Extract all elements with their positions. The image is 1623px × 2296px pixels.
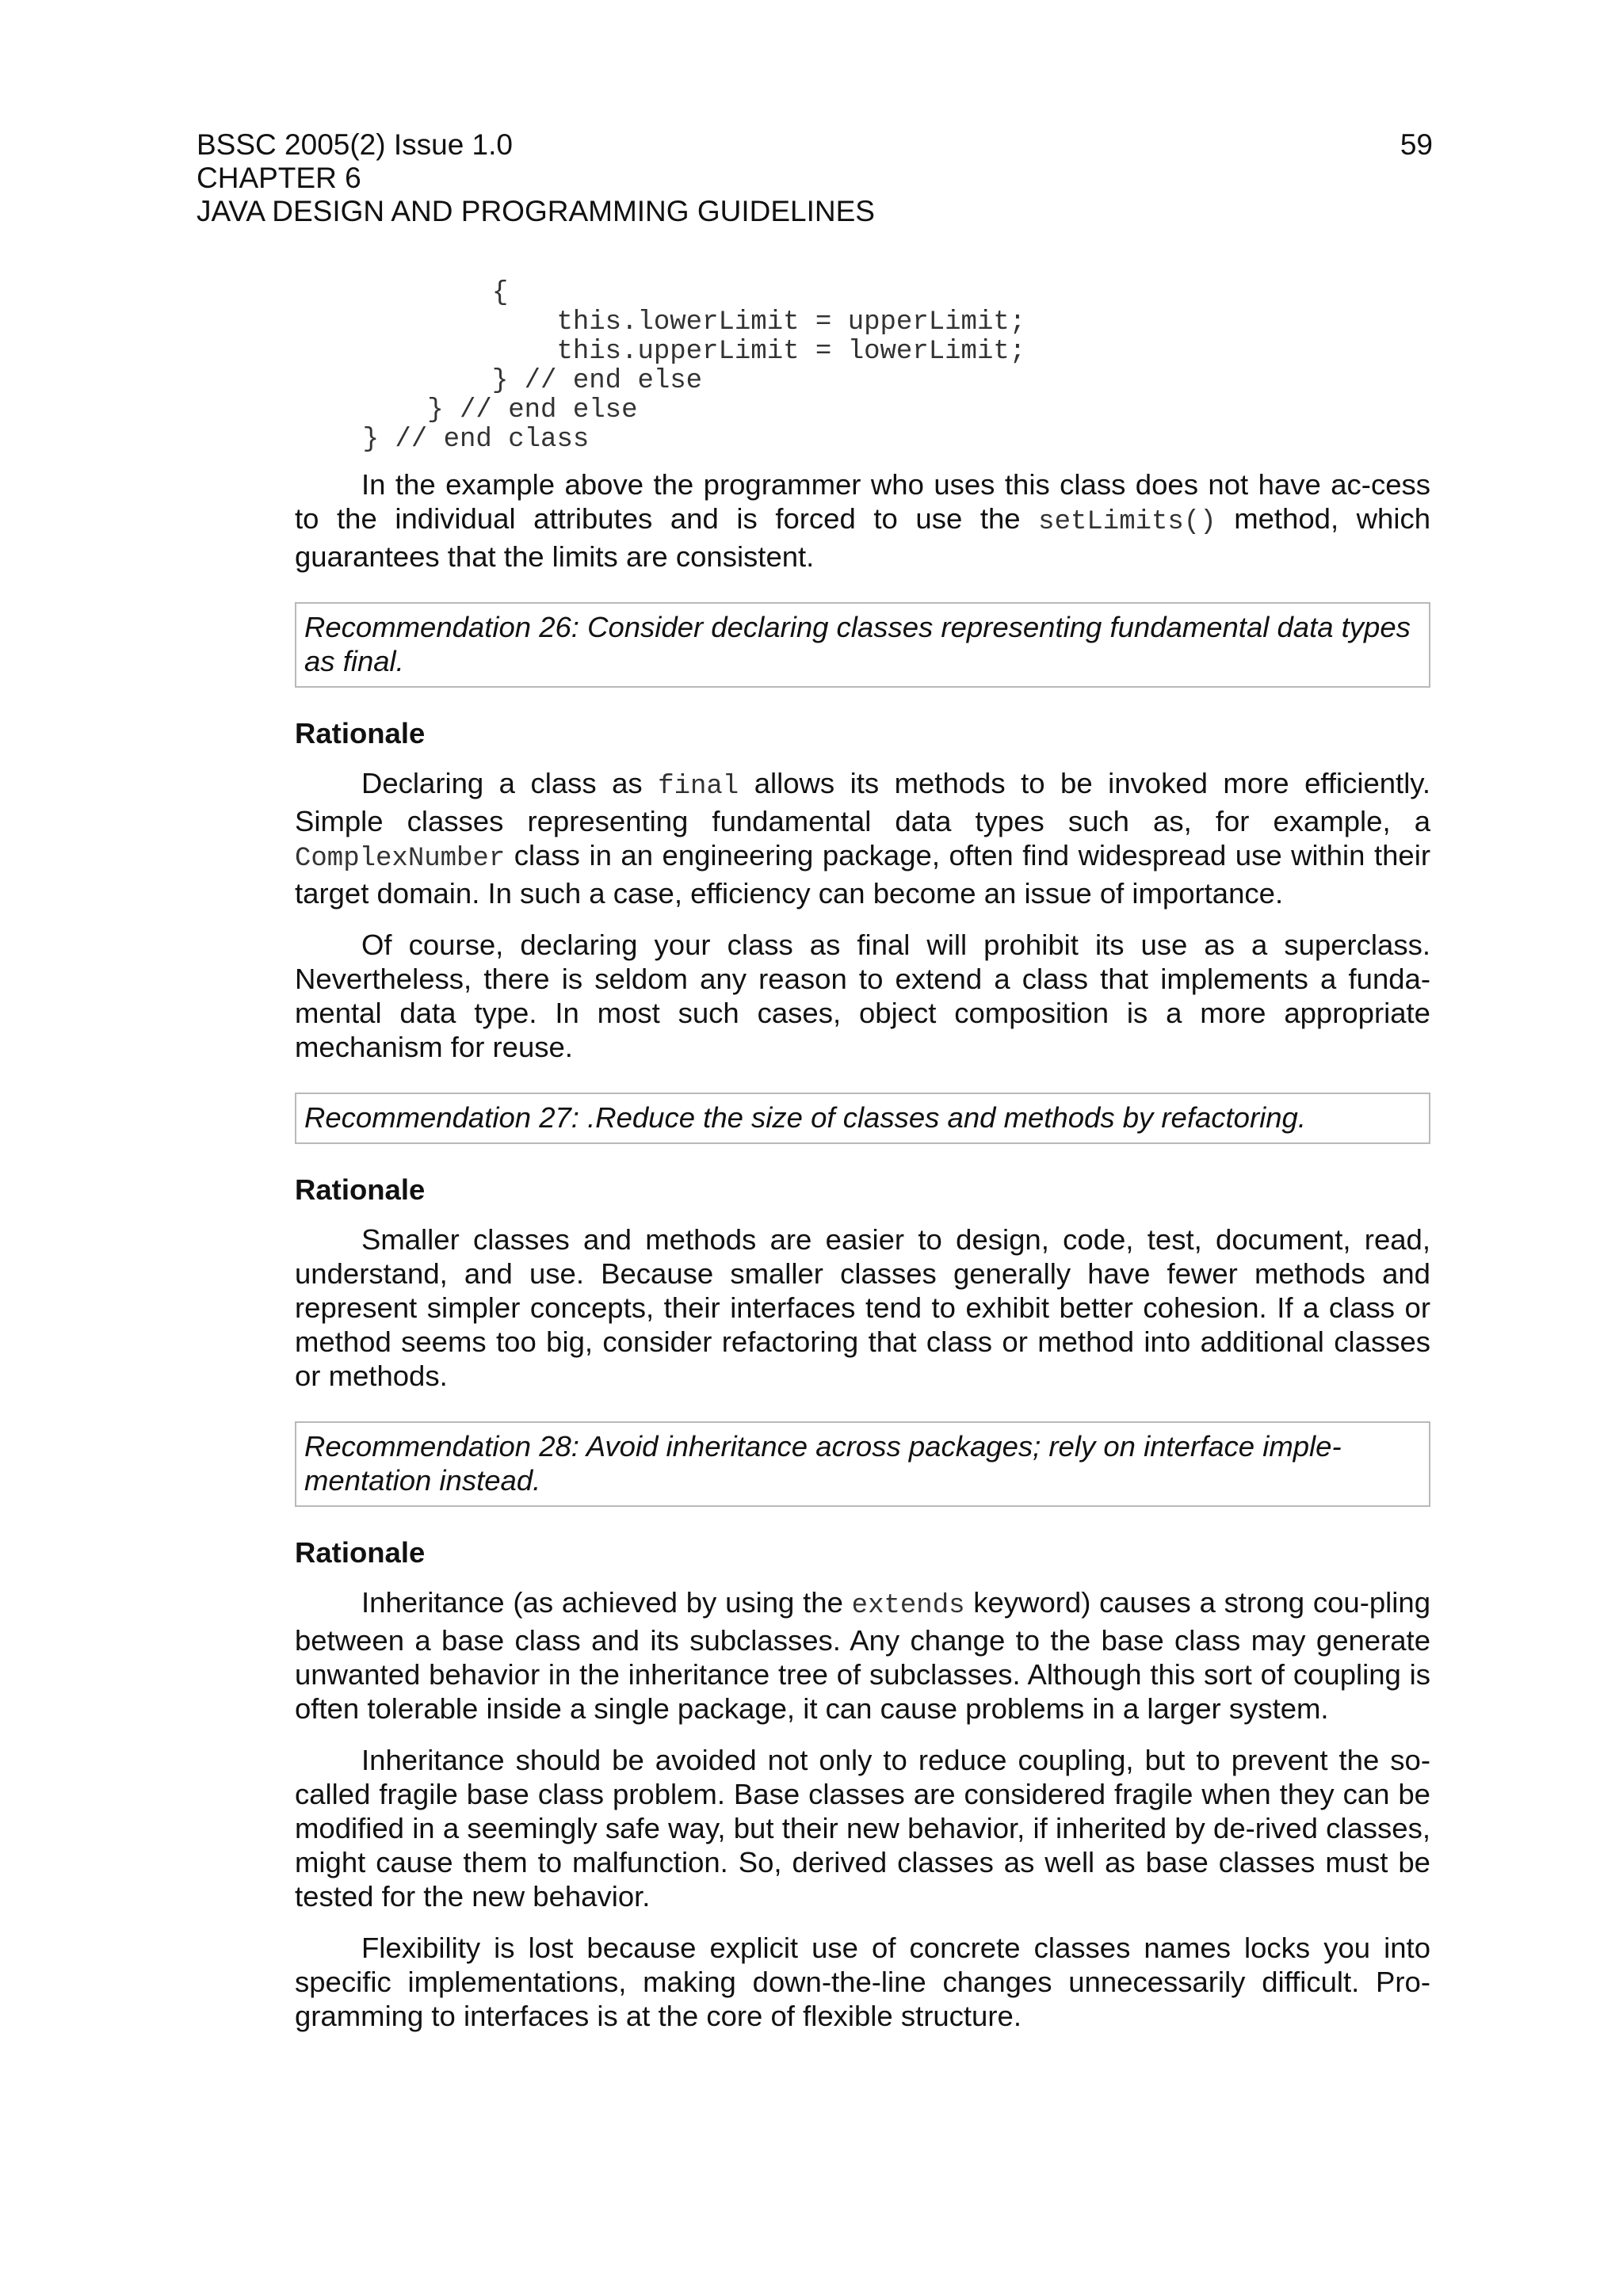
code-inline-setlimits: setLimits() — [1038, 507, 1216, 537]
code-line: this.lowerLimit = upperLimit; — [298, 307, 1026, 338]
rationale-28-paragraph-3: Flexibility is lost because explicit use of concrete classes names locks you into specific implementations, making down-the-line changes unnecessarily difficult. Pro-gramming to interfaces is at the core of flexible structure. — [295, 1932, 1430, 2032]
header-chapter: CHAPTER 6 — [197, 162, 361, 194]
rationale-28-paragraph-2: Inheritance should be avoided not only to reduce coupling, but to prevent the so-called fragile base class problem. Base classes are considered fragile when they can be modified in a seemingly safe way, but their new behavior, if inherited by de-rived classes, might cause them to malfunction. So, derived classes as well as base classes must be tested for the new behavior. — [295, 1744, 1430, 1913]
page-header — [197, 128, 1433, 228]
code-inline-final: final — [658, 772, 739, 802]
recommendation-27-box: Recommendation 27: .Reduce the size of classes and methods by refactoring. — [295, 1093, 1430, 1144]
paragraph-text: Declaring a class as — [361, 767, 659, 799]
paragraph-text: Inheritance (as achieved by using the — [361, 1586, 852, 1619]
rationale-26-paragraph-2: Of course, declaring your class as final will prohibit its use as a superclass. Nevertheless, there is seldom any reason to extend a class that implements a funda-mental data type. In most such cases, object composition is a more appropriate mechanism for reuse. — [295, 929, 1430, 1063]
code-listing — [298, 279, 1025, 455]
paragraph-text: keyword) causes a strong cou-pling between a base class and its subclasses. Any change to the base class may generate unwanted behavior in the inheritance tree of subclasses. Although this sort of coupling is often tolerable inside a single package, it can cause problems in a larger system. — [295, 1586, 1431, 1725]
code-line: this.upperLimit = lowerLimit; — [298, 337, 1026, 367]
paragraph-text: allows its methods to be invoked more efficiently. Simple classes representing fundamental data types such as, for example, a — [295, 767, 1430, 837]
rationale-28-paragraph-1 — [295, 1585, 1430, 1726]
paragraph-text: class in an engineering package, often find widespread use within their target domain. In such a case, efficiency can become an issue of importance. — [295, 839, 1430, 910]
code-line: } // end class — [298, 425, 590, 455]
code-line: } // end else — [298, 395, 638, 425]
rationale-heading: Rationale — [295, 1173, 426, 1206]
code-inline-complexnumber: ComplexNumber — [295, 844, 506, 874]
header-chapter-title: JAVA DESIGN AND PROGRAMMING GUIDELINES — [197, 195, 875, 227]
rationale-heading: Rationale — [295, 717, 426, 749]
recommendation-28-box: Recommendation 28: Avoid inheritance across packages; rely on interface imple-mentation instead. — [295, 1421, 1430, 1507]
intro-text-before: In the example above the programmer who uses this class does not have ac-cess to the individual attributes and is forced to use the — [295, 468, 1430, 535]
code-inline-extends: extends — [851, 1591, 965, 1621]
recommendation-26-box: Recommendation 26: Consider declaring classes representing fundamental data types as final. — [295, 602, 1430, 688]
code-line: } // end else — [298, 366, 703, 396]
intro-text-after: method, which guarantees that the limits are consistent. — [295, 502, 1430, 573]
rationale-27-paragraph-1: Smaller classes and methods are easier to design, code, test, document, read, understand, and use. Because smaller classes generally have fewer methods and represent simpler concepts, their interfaces tend to exhibit better cohesion. If a class or method seems too big, consider refactoring that class or method into additional classes or methods. — [295, 1223, 1430, 1392]
intro-paragraph — [295, 467, 1430, 574]
code-line: { — [298, 278, 509, 308]
body-content — [295, 467, 1430, 2050]
page-number: 59 — [1400, 128, 1433, 161]
header-document-id: BSSC 2005(2) Issue 1.0 — [197, 128, 513, 161]
rationale-26-paragraph-1 — [295, 766, 1430, 910]
rationale-heading: Rationale — [295, 1536, 426, 1569]
